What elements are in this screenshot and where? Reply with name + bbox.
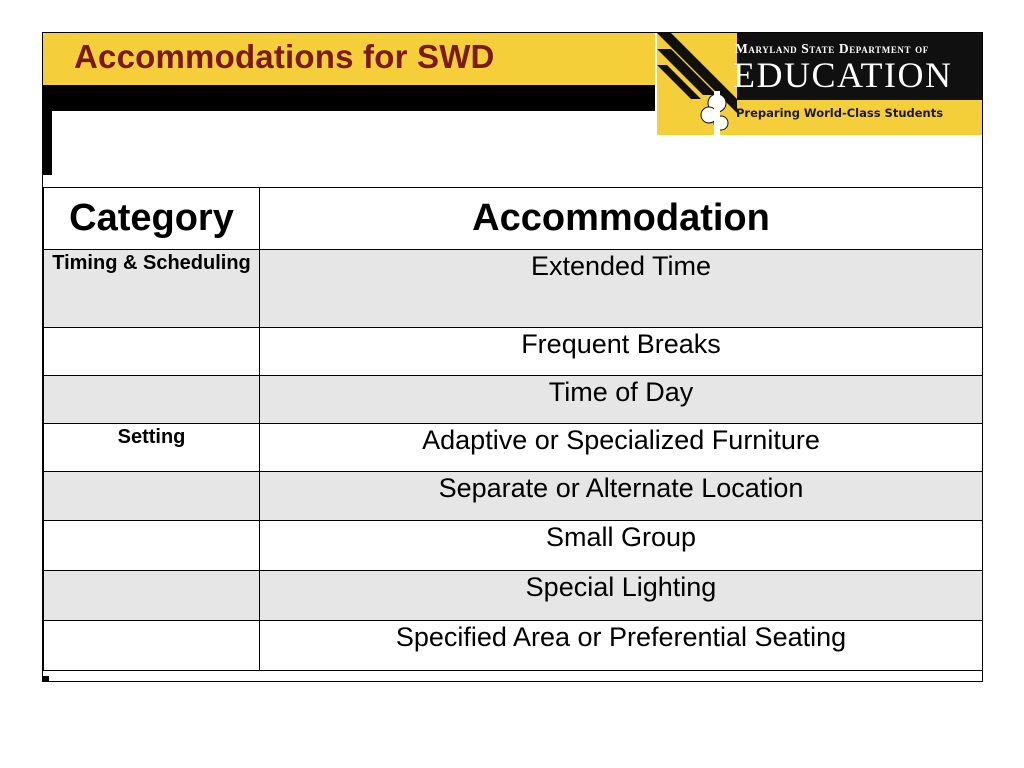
- title-underline-bar: [43, 85, 655, 111]
- logo-line2: EDUCATION: [733, 55, 953, 95]
- logo-tagline: Preparing World-Class Students: [736, 106, 944, 120]
- table-row: [44, 521, 983, 571]
- category-cell: [44, 472, 260, 521]
- accommodation-cell: Time of Day: [260, 376, 983, 424]
- slide-title: Accommodations for SWD: [74, 38, 495, 75]
- table-row: [44, 621, 983, 671]
- table-row: [44, 571, 983, 621]
- accommodation-cell: Frequent Breaks: [260, 328, 983, 376]
- table-row: [44, 472, 983, 521]
- table-row: [44, 376, 983, 424]
- left-accent-bar: [43, 85, 52, 175]
- accommodation-cell: Specified Area or Preferential Seating: [260, 621, 983, 671]
- table-row: [44, 424, 983, 472]
- accommodations-table: [43, 187, 983, 671]
- table-header-row: [44, 188, 983, 250]
- accommodation-cell: Extended Time: [260, 250, 983, 328]
- category-cell: [44, 571, 260, 621]
- accommodation-cell: Small Group: [260, 521, 983, 571]
- accommodation-cell: Adaptive or Specialized Furniture: [260, 424, 983, 472]
- table-row: [44, 328, 983, 376]
- logo-line1: Maryland State Department of: [735, 41, 929, 56]
- table-row: [44, 250, 983, 328]
- category-cell: [44, 621, 260, 671]
- category-cell: Timing & Scheduling: [44, 250, 260, 328]
- category-cell: Setting: [44, 424, 260, 472]
- category-cell: [44, 328, 260, 376]
- category-cell: [44, 521, 260, 571]
- header-accommodation: Accommodation: [260, 188, 983, 250]
- category-cell: [44, 376, 260, 424]
- accommodation-cell: Separate or Alternate Location: [260, 472, 983, 521]
- header-category: Category: [44, 188, 260, 250]
- corner-mark: [43, 676, 49, 682]
- accommodation-cell: Special Lighting: [260, 571, 983, 621]
- msde-logo: [657, 33, 982, 135]
- maryland-flag-icon: [657, 33, 737, 135]
